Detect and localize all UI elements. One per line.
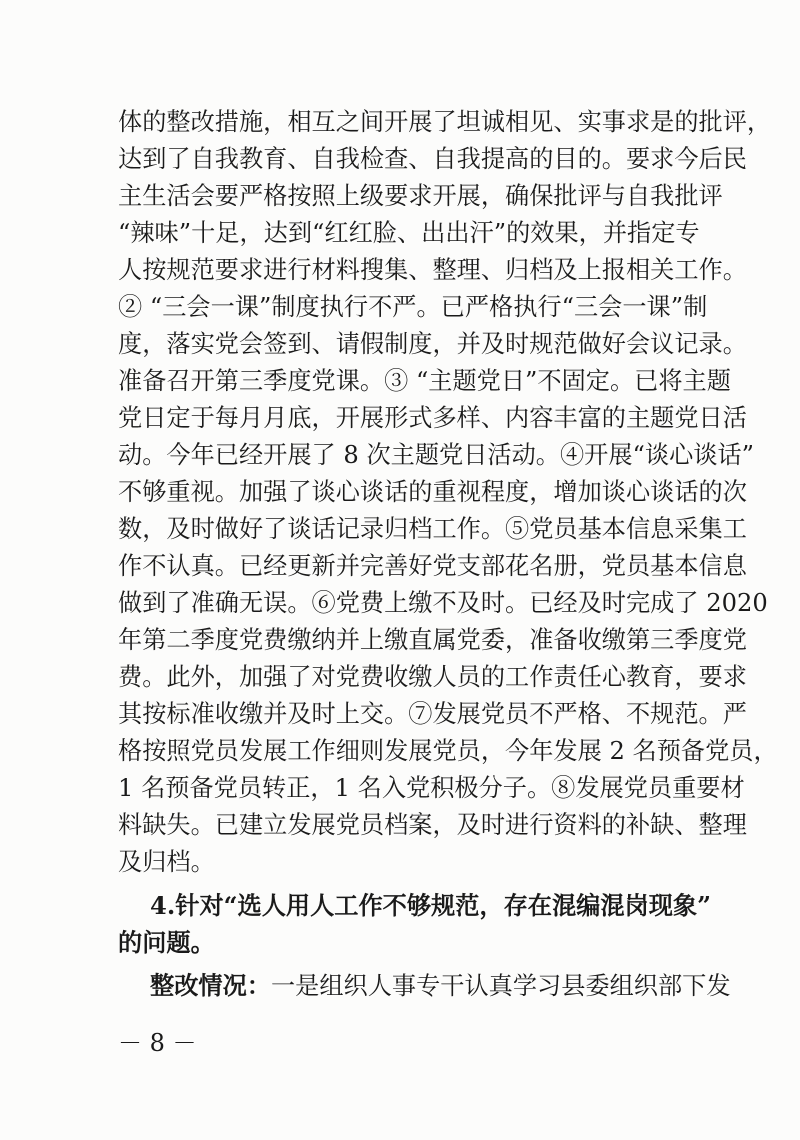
body-text-line: 达到了自我教育、自我检查、自我提高的目的。要求今后民 — [118, 145, 747, 173]
body-text-line: 动。今年已经开展了 8 次主题党日活动。④开展“谈心谈话” — [118, 441, 754, 469]
body-text-line: 其按标准收缴并及时上交。⑦发展党员不严格、不规范。严 — [118, 700, 747, 728]
body-text-line: 1 名预备党员转正，1 名入党积极分子。⑧发展党员重要材 — [118, 774, 745, 802]
body-text-line: “辣味”十足，达到“红红脸、出出汗”的效果，并指定专 — [118, 219, 700, 247]
body-text-line: 主生活会要严格按照上级要求开展，确保批评与自我批评 — [118, 182, 723, 210]
body-text-line: 体的整改措施，相互之间开展了坦诚相见、实事求是的批评， — [118, 108, 772, 136]
body-text-line: 料缺失。已建立发展党员档案，及时进行资料的补缺、整理 — [118, 811, 747, 839]
body-text-line: 数，及时做好了谈话记录归档工作。⑤党员基本信息采集工 — [118, 515, 747, 543]
rectification-text: 一是组织人事专干认真学习县委组织部下发 — [270, 972, 731, 1000]
body-text-line: 度，落实党会签到、请假制度，并及时规范做好会议记录。 — [118, 330, 747, 358]
page-number: － 8 － — [118, 1029, 197, 1057]
body-text-line: 年第二季度党费缴纳并上缴直属党委，准备收缴第三季度党 — [118, 626, 747, 654]
body-text-line: 及归档。 — [118, 848, 215, 876]
body-text-line: ② “三会一课”制度执行不严。已严格执行“三会一课”制 — [118, 293, 708, 321]
body-text-line: 费。此外，加强了对党费收缴人员的工作责任心教育，要求 — [118, 663, 747, 691]
body-text-line: 人按规范要求进行材料搜集、整理、归档及上报相关工作。 — [118, 256, 747, 284]
body-text-line: 党日定于每月月底，开展形式多样、内容丰富的主题党日活 — [118, 404, 747, 432]
body-text-line: 格按照党员发展工作细则发展党员，今年发展 2 名预备党员， — [118, 737, 778, 765]
section-heading: 4.针对“选人用人工作不够规范，存在混编混岗现象” — [150, 891, 712, 920]
rectification-paragraph — [150, 971, 731, 1003]
body-text-line: 作不认真。已经更新并完善好党支部花名册，党员基本信息 — [118, 552, 747, 580]
rectification-label: 整改情况： — [150, 971, 271, 1000]
body-text-line: 准备召开第三季度党课。③ “主题党日”不固定。已将主题 — [118, 367, 731, 395]
section-heading-continued: 的问题。 — [118, 928, 215, 957]
body-text-line: 不够重视。加强了谈心谈话的重视程度，增加谈心谈话的次 — [118, 478, 747, 506]
body-text-line: 做到了准确无误。⑥党费上缴不及时。已经及时完成了 2020 — [118, 589, 768, 617]
